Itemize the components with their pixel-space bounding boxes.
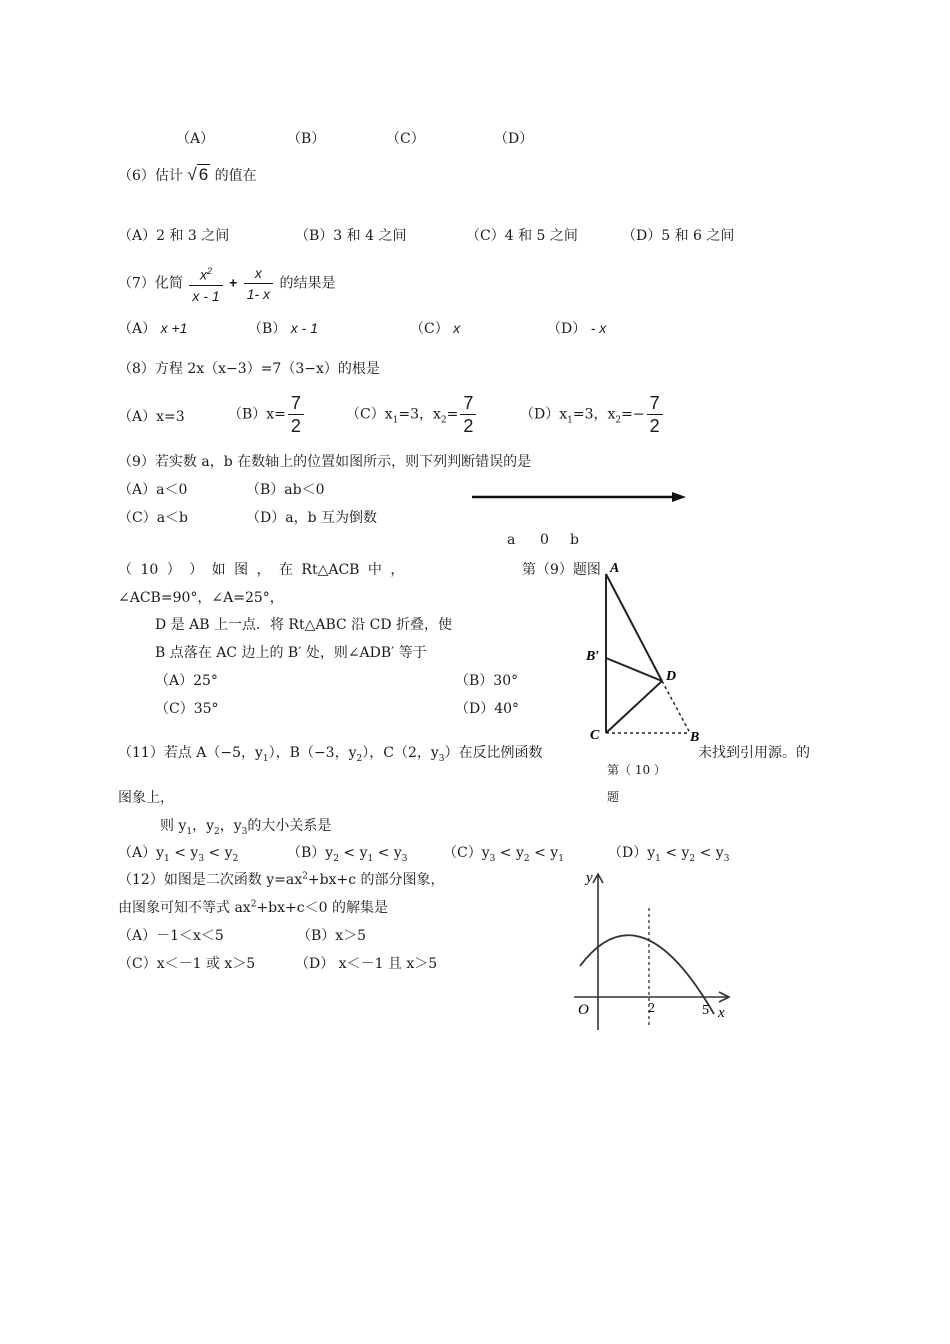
q8-c-sub2: 2 [440,415,447,426]
axis-label-a: a [507,532,516,548]
q11-a-l: （A）y [118,845,165,861]
q11-stem [118,742,543,764]
q11-c-s3: 1 [558,853,564,864]
q7-num2: x [244,264,273,284]
q7-option-c [410,318,460,338]
q9-option-b: （B）ab＜0 [246,482,325,498]
q12-s1-sup: 2 [302,871,308,882]
q12-option-c: （C）x＜－1 或 x＞5 [118,956,256,972]
q7-option-c-expr: x [453,320,461,336]
q7-stem [118,262,336,305]
q8-d-den: 2 [649,416,660,436]
q11-stem-line2: 图象上， [118,790,174,806]
q8-d-sub1: 1 [567,415,573,426]
vertex-label-a: A [610,561,620,576]
sqrt-6: √ 6 [187,165,209,184]
q6-option-d: （D）5 和 6 之间 [622,228,735,244]
q5-option-a: （A） [176,131,215,147]
q7-option-a-expr: x +1 [160,320,188,336]
q11-d-s2: 2 [689,853,696,864]
q8-c-num: 7 [460,393,476,415]
q11-mid3: ）在反比例函数 [444,745,543,761]
q6-option-a: （A）2 和 3 之间 [118,228,230,244]
sqrt-radicand: 6 [198,165,209,184]
q9-stem: （9）若实数 a，b 在数轴上的位置如图所示，则下列判断错误的是 [118,454,532,470]
q7-option-b-label: （B） [248,321,287,337]
graph-label-2: 2 [648,1001,655,1016]
q9-option-d: （D）a，b 互为倒数 [246,510,377,526]
q10-option-b: （B）30° [455,673,519,689]
q11-l3-sub3: 3 [241,826,248,837]
q10-option-d: （D）40° [455,701,520,717]
q11-option-c [443,842,564,864]
q11-sub2: 2 [356,753,363,764]
q11-l3-mid1: ，y [192,818,215,834]
q11-d-l: （D）y [608,845,656,861]
q11-d-s1: 1 [655,853,661,864]
q7-option-b [248,318,318,338]
q6-option-b: （B）3 和 4 之间 [295,228,407,244]
q7-option-b-expr: x - 1 [290,320,318,336]
q5-option-d: （D） [494,131,534,147]
q11-c-m1: < y [495,845,524,861]
q11-b-m1: < y [338,845,368,861]
q12-s2-post: +bx+c＜0 的解集是 [256,900,388,916]
q7-num1: x [199,266,207,283]
q8-option-b [228,393,306,436]
q11-a-m2: < y [204,845,233,861]
vertex-label-c: C [590,728,600,743]
q11-option-a [118,842,238,864]
q10-stem-line4: B 点落在 AC 边上的 B′ 处，则∠ADB′ 等于 [155,645,427,661]
q8-option-a: （A）x=3 [118,409,185,425]
q11-b-s3: 3 [401,853,408,864]
q6-stem [118,164,257,185]
q8-d-fraction [647,393,663,436]
q8-b-num: 7 [288,393,304,415]
graph-label-x: x [718,1005,725,1021]
q7-plus: + [229,274,238,291]
q8-stem: （8）方程 2x（x−3）=7（3−x）的根是 [118,361,380,377]
q7-option-d-expr: - x [590,320,607,336]
vertex-label-b-prime: B′ [586,649,600,664]
q11-mid1: ），B（−3，y [268,745,357,761]
q11-l3-mid2: ，y [219,818,242,834]
q11-a-s2: 3 [198,853,205,864]
q11-sub1: 1 [262,753,269,764]
q10-stem-line1: （ 10 ） ） 如 图 ， 在 Rt△ACB 中 ， [118,562,405,578]
q11-option-b [287,842,408,864]
q7-fraction-1 [189,262,222,305]
q11-a-s1: 1 [164,853,170,864]
q7-option-a [118,318,187,338]
q12-s1-pre: （12）如图是二次函数 y=ax [118,872,303,888]
q7-den1: x - 1 [192,287,220,304]
q8-b-pre: （B）x= [228,406,286,423]
q11-b-s2: 1 [367,853,374,864]
q11-l3-post: 的大小关系是 [247,818,332,834]
q11-reference-error: 未找到引用源。的 [698,745,810,761]
q11-a-m1: < y [169,845,199,861]
q12-option-d: （D） x＜－1 且 x＞5 [295,956,438,972]
q7-option-d-label: （D） [547,321,587,337]
q7-option-a-label: （A） [118,321,157,337]
arrow-right-icon [672,492,686,502]
segment-db-dashed [662,681,690,733]
axis-label-b: b [570,532,579,548]
q8-b-fraction [288,393,304,436]
segment-cd [606,681,662,733]
q8-d-mid: =3，x [572,406,616,423]
q11-stem-pre: （11）若点 A（−5，y [118,745,263,761]
q8-option-c [346,393,478,436]
q8-d-sub2: 2 [615,415,622,426]
segment-b-prime-d [606,658,662,681]
q11-mid2: ），C（2，y [362,745,439,761]
q11-l3-pre: 则 y [160,818,187,834]
q10-figure-caption-1: 第（ 10 ） [607,763,666,777]
q11-sub3: 3 [438,753,445,764]
q12-stem-line1 [118,869,445,889]
q11-b-s1: 2 [333,853,339,864]
q10-option-c: （C）35° [155,701,219,717]
q7-stem-post: 的结果是 [279,275,336,292]
q11-c-m2: < y [529,845,559,861]
q7-num1-sup: 2 [206,266,212,276]
q6-stem-pre: （6）估计 [118,168,183,184]
side-ad [606,574,662,681]
q11-l3-sub2: 2 [214,826,220,837]
q8-d-eq: =− [621,406,645,423]
graph-label-5: 5 [702,1003,709,1018]
q11-c-s1: 3 [489,853,496,864]
q12-option-b: （B）x＞5 [297,928,367,944]
q11-b-m2: < y [373,845,402,861]
q8-c-den: 2 [463,416,474,436]
q11-d-m1: < y [660,845,690,861]
parabola-graph [568,866,736,1032]
number-line-figure [468,488,692,508]
graph-label-y: y [586,870,593,886]
q8-option-d [520,393,665,436]
axis-label-0: 0 [540,532,549,548]
q7-stem-pre: （7）化简 [118,275,183,292]
q10-option-a: （A）25° [155,673,218,689]
q10-stem-line3: D 是 AB 上一点．将 Rt△ABC 沿 CD 折叠，使 [155,617,453,633]
q9-option-c: （C）a＜b [118,510,189,526]
q8-d-num: 7 [647,393,663,415]
q8-b-den: 2 [290,416,301,436]
q12-s2-sup: 2 [250,899,257,910]
q8-d-pre: （D）x [520,406,568,423]
graph-label-origin: O [578,1002,589,1018]
q10-figure-caption-2: 题 [607,790,620,804]
q12-s1-post: +bx+c 的部分图象， [307,872,445,888]
q11-d-m2: < y [695,845,724,861]
q8-c-sub1: 1 [392,415,399,426]
q11-stem-line3 [160,815,331,837]
q6-option-c: （C）4 和 5 之间 [466,228,578,244]
triangle-figure [580,556,710,748]
vertex-label-d: D [666,669,677,684]
q8-c-fraction [460,393,476,436]
q5-option-c: （C） [386,131,425,147]
q7-option-d [547,318,606,338]
q12-option-a: （A）－1＜x＜5 [118,928,224,944]
q11-c-s2: 2 [523,853,530,864]
q9-option-a: （A）a＜0 [118,482,188,498]
q7-fraction-2 [244,264,273,303]
q8-c-mid: =3，x [398,406,441,423]
q12-stem-line2 [118,897,388,917]
q7-option-c-label: （C） [410,321,449,337]
q8-c-eq: = [446,406,459,423]
q11-a-s3: 2 [232,853,239,864]
q10-stem-line2: ∠ACB=90°，∠A=25°， [118,590,284,606]
q11-option-d [608,842,729,864]
q6-stem-post: 的值在 [214,168,257,184]
q9-figure-caption: 第（9）题图 [522,562,601,578]
q12-s2-pre: 由图象可知不等式 ax [118,900,251,916]
q11-b-l: （B）y [287,845,334,861]
q5-option-b: （B） [287,131,326,147]
q11-l3-sub1: 1 [186,826,193,837]
vertex-label-b: B [690,730,700,745]
q11-c-l: （C）y [443,845,490,861]
q8-c-pre: （C）x [346,406,393,423]
q11-d-s3: 3 [723,853,730,864]
q7-den2: 1- x [246,285,271,302]
